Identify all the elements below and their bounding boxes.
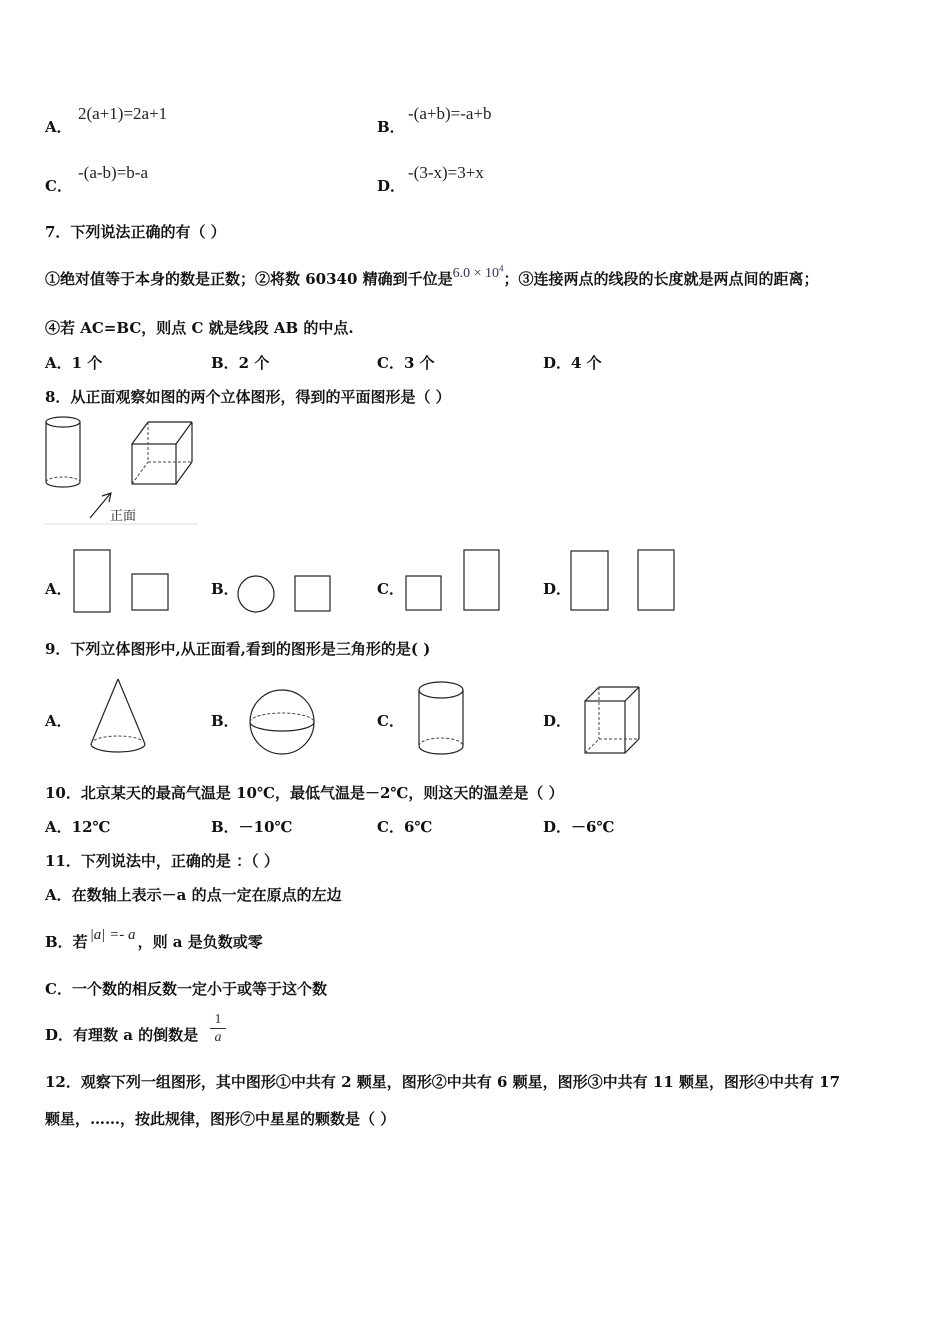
q9-cuboid-figure bbox=[582, 684, 644, 756]
q9-option-d-label: D． bbox=[543, 712, 572, 730]
q10-option-d: D．－6℃ bbox=[543, 818, 615, 836]
q7-statement-line1 bbox=[45, 263, 819, 289]
q6-option-d-math: -(3-x)=3+x bbox=[408, 163, 484, 182]
q7-option-c: C．3 个 bbox=[377, 354, 435, 372]
q6-option-d-label: D． bbox=[377, 177, 406, 195]
q11-option-b-prefix: B．若 bbox=[45, 933, 88, 951]
q7-line1-part-a: ①绝对值等于本身的数是正数；②将数 60340 精确到千位是 bbox=[45, 270, 453, 288]
front-view-arrow-icon bbox=[90, 493, 111, 518]
q8-option-c-label: C． bbox=[377, 580, 404, 598]
q7-option-a: A．1 个 bbox=[45, 354, 103, 372]
q6-option-b-label: B． bbox=[377, 118, 405, 136]
q11-option-a: A．在数轴上表示－a 的点一定在原点的左边 bbox=[45, 886, 342, 904]
q9-sphere-figure bbox=[248, 688, 318, 758]
q11-option-d-text: D．有理数 a 的倒数是 bbox=[45, 1026, 199, 1044]
q7-scientific-notation: $6.0 \times 10^4$ bbox=[452, 263, 504, 281]
q9-option-a-label: A． bbox=[45, 712, 72, 730]
cube-shape bbox=[132, 422, 192, 484]
q7-option-d: D．4 个 bbox=[543, 354, 602, 372]
q8-option-b-figure bbox=[236, 574, 336, 614]
q8-front-label: 正面 bbox=[110, 508, 137, 523]
q6-option-b-math: -(a+b)=-a+b bbox=[408, 104, 492, 123]
q11-option-d-fraction: $\frac{1}{a}$ bbox=[210, 1012, 226, 1047]
cylinder-shape bbox=[46, 417, 80, 487]
q7-option-b: B．2 个 bbox=[211, 354, 270, 372]
q12-stem-line1: 12．观察下列一组图形，其中图形①中共有 2 颗星，图形②中共有 6 颗星，图形③中共有 11 颗星，图形④中共有 17 bbox=[45, 1073, 841, 1091]
q11-option-b-math: |a| =- a bbox=[89, 927, 136, 943]
q11-option-c: C．一个数的相反数一定小于或等于这个数 bbox=[45, 980, 327, 998]
q7-statement-line2: ④若 AC=BC，则点 C 就是线段 AB 的中点. bbox=[45, 319, 354, 337]
q11-stem: 11．下列说法中，正确的是 ：（ ） bbox=[45, 852, 279, 870]
q8-option-a-label: A． bbox=[45, 580, 72, 598]
q8-option-a-figure bbox=[72, 548, 172, 614]
q8-option-b-label: B． bbox=[211, 580, 239, 598]
q6-option-a-label: A． bbox=[45, 118, 72, 136]
q10-option-c: C．6℃ bbox=[377, 818, 433, 836]
q10-stem: 10．北京某天的最高气温是 10℃，最低气温是－2℃，则这天的温差是（ ） bbox=[45, 784, 564, 802]
q8-stem: 8．从正面观察如图的两个立体图形，得到的平面图形是（ ） bbox=[45, 388, 451, 406]
q9-option-c-label: C． bbox=[377, 712, 404, 730]
q11-option-b-suffix: ，则 a 是负数或零 bbox=[137, 933, 263, 951]
q8-option-c-figure bbox=[404, 548, 504, 614]
q7-line1-part-b: ；③连接两点的线段的长度就是两点间的距离； bbox=[503, 270, 819, 288]
q10-option-a: A．12℃ bbox=[45, 818, 111, 836]
q6-option-a-math: 2(a+1)=2a+1 bbox=[78, 104, 168, 123]
q6-option-c-label: C． bbox=[45, 177, 72, 195]
q12-stem-line2: 颗星，……，按此规律，图形⑦中星星的颗数是（ ） bbox=[45, 1110, 396, 1128]
q9-cylinder-figure bbox=[416, 680, 468, 760]
q8-option-d-label: D． bbox=[543, 580, 572, 598]
q9-option-b-label: B． bbox=[211, 712, 239, 730]
q8-option-d-figure bbox=[568, 548, 680, 614]
q7-stem: 7．下列说法正确的有（ ） bbox=[45, 223, 226, 241]
q9-stem: 9．下列立体图形中,从正面看,看到的图形是三角形的是( ) bbox=[45, 640, 431, 658]
q6-option-c-math: -(a-b)=b-a bbox=[78, 163, 148, 182]
q10-option-b: B．－10℃ bbox=[211, 818, 293, 836]
q11-option-b bbox=[45, 927, 263, 952]
q9-cone-figure bbox=[88, 676, 148, 760]
